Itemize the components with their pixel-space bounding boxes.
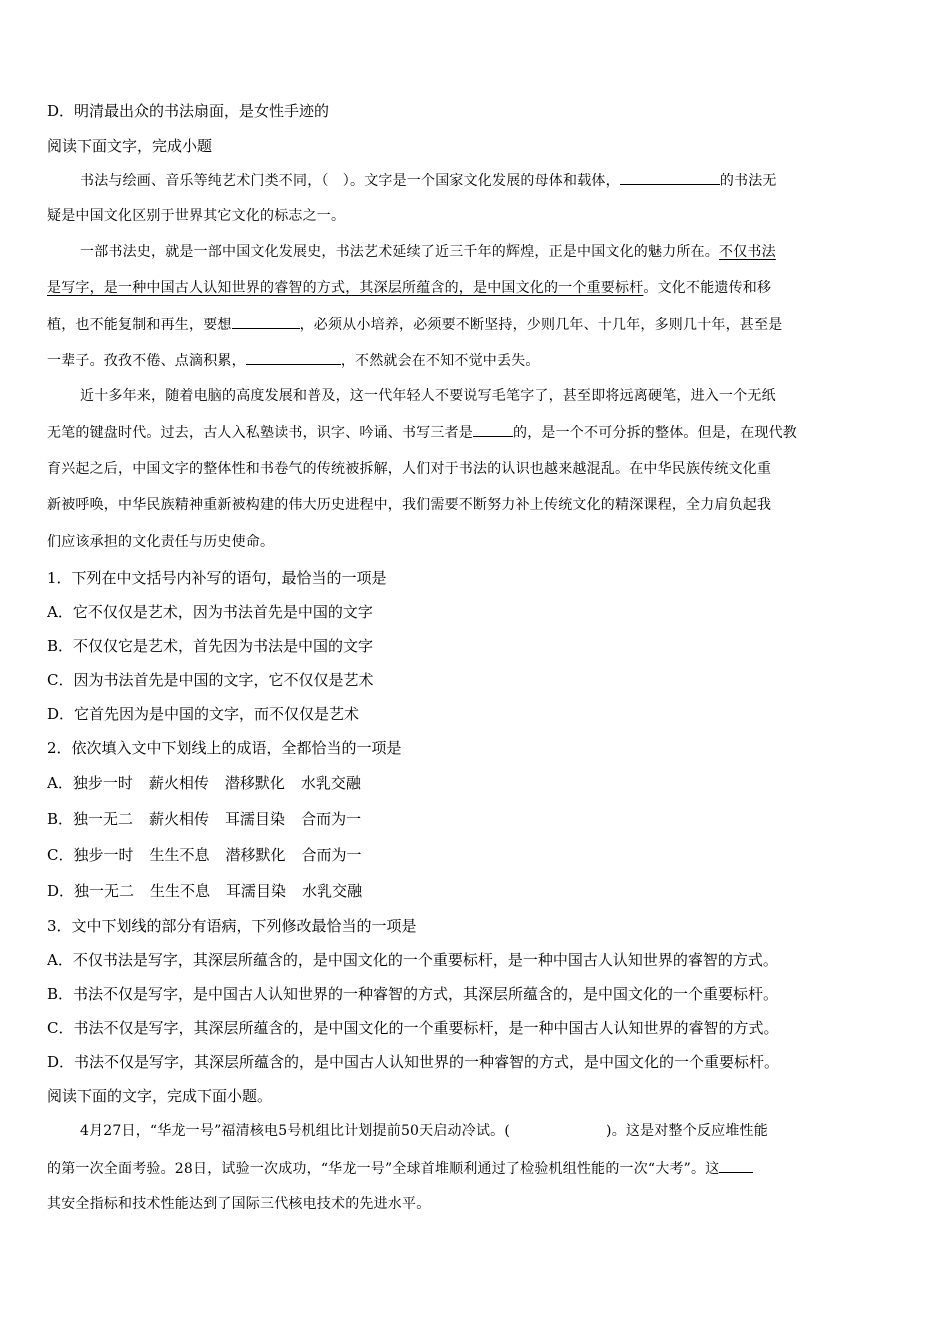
- p4-text-b: )。这是对整个反应堆性能: [606, 1123, 768, 1139]
- question-3-option-d: D．书法不仅是写字，其深层所蕴含的，是中国古人认知世界的一种睿智的方式，是中国文化的一个重要标杆。: [47, 1053, 780, 1071]
- question-1-option-a: A．它不仅仅是艺术，因为书法首先是中国的文字: [47, 603, 373, 621]
- question-2-option-b: [47, 809, 907, 829]
- p2-text-f: ，不然就会在不知不觉中丢失。: [340, 353, 540, 369]
- passage1-p3-line2: [47, 422, 907, 443]
- idiom: 合而为一: [301, 846, 362, 864]
- passage2-line3: 其安全指标和技术性能达到了国际三代核电技术的先进水平。: [47, 1196, 431, 1212]
- p2-text-e: 一辈子。孜孜不倦、点滴积累，: [47, 353, 246, 369]
- passage1-p2-line4: [47, 350, 907, 371]
- question-1-stem: 1．下列在中文括号内补写的语句，最恰当的一项是: [47, 569, 387, 587]
- passage1-p2-line1: [80, 242, 907, 262]
- idiom: 薪火相传: [149, 810, 210, 828]
- idiom: 生生不息: [149, 846, 210, 864]
- p2-text-c: 植，也不能复制和再生，要想: [47, 317, 232, 333]
- idiom: 生生不息: [150, 882, 211, 900]
- idiom: 薪火相传: [148, 774, 209, 792]
- idiom: A．独步一时: [47, 774, 133, 792]
- idiom: 潜移默化: [224, 774, 285, 792]
- passage2-line2: [47, 1158, 907, 1179]
- underlined-sentence-end: 是写字，是一种中国古人认知世界的睿智的方式，其深层所蕴含的，是中国文化的一个重要标杆: [47, 280, 644, 296]
- question-3-option-c: C．书法不仅是写字，其深层所蕴含的，是中国文化的一个重要标杆，是一种中国古人认知世界的睿智的方式。: [47, 1019, 779, 1037]
- question-1-option-c: C．因为书法首先是中国的文字，它不仅仅是艺术: [47, 671, 374, 689]
- section2-intro: 阅读下面的文字，完成下面小题。: [47, 1087, 273, 1105]
- idiom: 合而为一: [301, 810, 362, 828]
- question-1-option-b: B．不仅仅它是艺术，首先因为书法是中国的文字: [47, 637, 374, 655]
- question-3-option-a: A．不仅书法是写字，其深层所蕴含的，是中国文化的一个重要标杆，是一种中国古人认知世界的睿智的方式。: [47, 951, 778, 969]
- idiom: 潜移默化: [225, 846, 286, 864]
- section1-intro: 阅读下面文字，完成小题: [47, 137, 213, 155]
- idiom: C．独步一时: [47, 846, 134, 864]
- idiom: 耳濡目染: [226, 882, 287, 900]
- underlined-sentence-start: 不仅书法: [719, 244, 776, 260]
- p4-text-c: 的第一次全面考验。28日，试验一次成功，“华龙一号”全球首堆顺利通过了检验机组性能的一次“大考”。这: [47, 1161, 720, 1177]
- p1-text-a: 书法与绘画、音乐等纯艺术门类不同，（ ）。文字是一个国家文化发展的母体和载体，: [80, 173, 620, 189]
- question-1-option-d: D．它首先因为是中国的文字，而不仅仅是艺术: [47, 705, 360, 723]
- p3-text-a: 无笔的键盘时代。过去，古人入私塾读书，识字、吟诵、书写三者是: [47, 425, 473, 441]
- question-2-option-c: [47, 845, 907, 865]
- passage2-line1: [80, 1121, 907, 1141]
- idiom: B．独一无二: [47, 810, 134, 828]
- passage1-p2-line2: [47, 278, 907, 298]
- idiom: 水乳交融: [300, 774, 361, 792]
- question-3-option-b: B．书法不仅是写字，是中国古人认知世界的一种睿智的方式，其深层所蕴含的，是中国文化的一个重要标杆。: [47, 985, 779, 1003]
- question-3-stem: 3．文中下划线的部分有语病，下列修改最恰当的一项是: [47, 917, 417, 935]
- passage1-p2-line3: [47, 314, 907, 335]
- p3-text-b: 的，是一个不可分拆的整体。但是，在现代教: [513, 425, 797, 441]
- question-2-option-a: [47, 773, 907, 793]
- p2-text-a: 一部书法史，就是一部中国文化发展史，书法艺术延续了近三千年的辉煌，正是中国文化的魅力所在。: [80, 244, 719, 260]
- question-2-option-d: [47, 881, 907, 901]
- passage1-p3-line4: 新被呼唤，中华民族精神重新被构建的伟大历史进程中，我们需要不断努力补上传统文化的精深课程，全力肩负起我: [47, 497, 772, 513]
- idiom: 耳濡目染: [225, 810, 286, 828]
- p2-text-d: ，必须从小培养，必须要不断坚持，少则几年、十几年，多则几十年，甚至是: [299, 317, 783, 333]
- question-2-stem: 2．依次填入文中下划线上的成语，全都恰当的一项是: [47, 739, 402, 757]
- idiom: 水乳交融: [302, 882, 363, 900]
- idiom: D．独一无二: [47, 882, 135, 900]
- fill-blank: [232, 314, 300, 329]
- passage1-p1-line2: 疑是中国文化区别于世界其它文化的标志之一。: [47, 208, 346, 224]
- p1-text-b: 的书法无: [719, 173, 777, 189]
- passage1-p3-line1: 近十多年来，随着电脑的高度发展和普及，这一代年轻人不要说写毛笔字了，甚至即将远离硬笔，进入一个无纸: [80, 388, 776, 404]
- fill-blank: [473, 422, 513, 437]
- fill-blank: [246, 350, 341, 365]
- p2-text-b: 。文化不能遗传和移: [643, 280, 772, 296]
- passage1-p1-line1: [80, 170, 907, 191]
- passage1-p3-line5: 们应该承担的文化责任与历史使命。: [47, 534, 275, 550]
- fill-blank: [620, 170, 720, 185]
- passage1-p3-line3: 育兴起之后，中国文字的整体性和书卷气的传统被拆解，人们对于书法的认识也越来越混乱。在中华民族传统文化重: [47, 461, 772, 477]
- p4-text-a: 4月27日，“华龙一号”福清核电5号机组比计划提前50天启动冷试。(: [80, 1123, 511, 1139]
- fill-blank: [719, 1158, 753, 1173]
- prev-option-d: D．明清最出众的书法扇面，是女性手迹的: [47, 102, 330, 120]
